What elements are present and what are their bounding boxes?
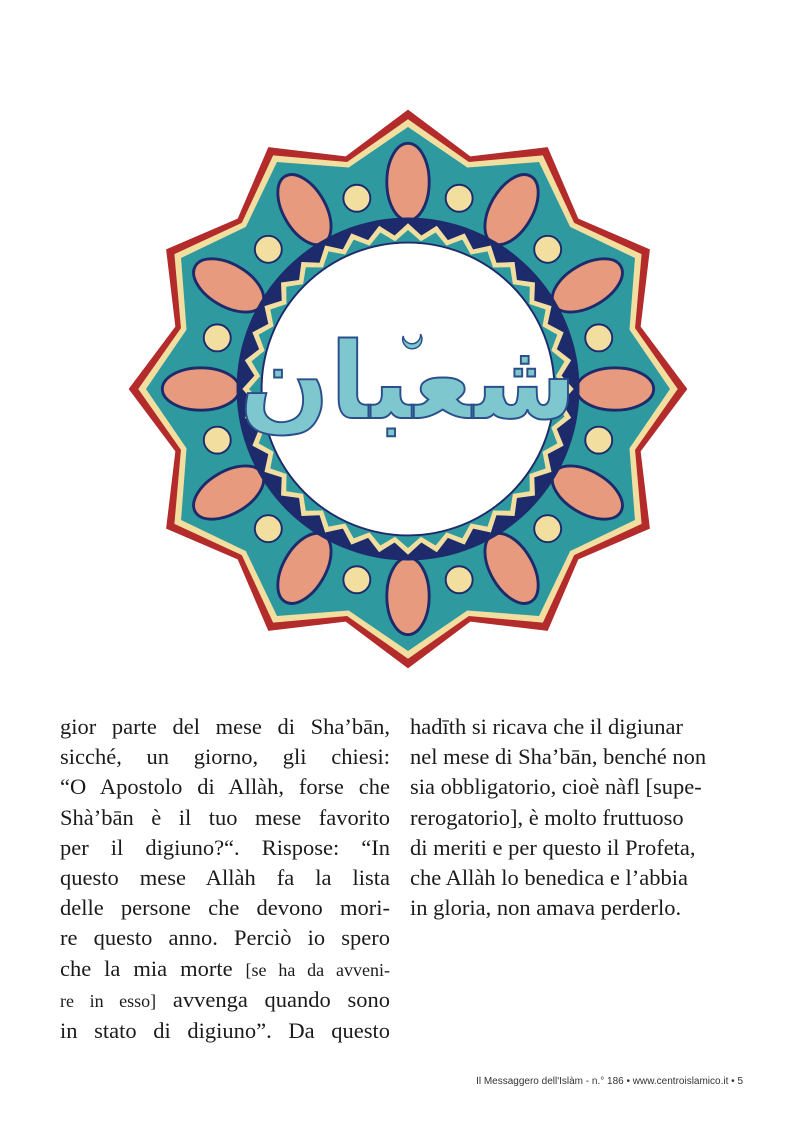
text-line: di meriti e per questo il Profeta, [410,834,696,860]
footer-separator: • [731,1076,738,1087]
petal-motif [387,558,429,635]
text-line: gior parte del mese di Sha’bān, [60,714,390,739]
bracket-note: re in esso] [60,990,157,1011]
footer-separator: • [626,1076,633,1087]
rosette-motif [585,324,612,351]
rosette-motif [446,185,473,212]
rosette-motif [255,515,282,542]
text-line: in stato di digiuno”. Da questo [60,1018,390,1044]
text-line: che Allàh lo benedica e l’abbia [410,865,688,891]
rosette-motif [255,236,282,263]
rosette-motif [534,236,561,263]
text-line [60,985,390,1016]
website-link: www.centroislamico.it [632,1076,729,1087]
text-line: questo mese Allàh fa la lista [60,865,390,891]
petal-motif [577,368,654,410]
text-line: nel mese di Sha’bān, benché non [410,744,707,770]
rosette-motif [534,515,561,542]
rosette-motif [343,185,370,212]
page-footer [475,1076,743,1087]
rosette-motif [446,566,473,593]
text-line: rerogatorio], è molto fruttuoso [410,804,684,830]
rosette-motif [204,427,231,454]
text-line: “O Apostolo di Allàh, forse che [60,774,390,800]
rosette-motif [585,427,612,454]
text-line: re questo anno. Perciò io spero [60,925,390,951]
shaban-calligraphy: شعبان [239,319,577,443]
text-fragment: avvenga quando sono [156,986,390,1012]
text-line: sia obbligatorio, cioè nàfl [supe- [410,774,702,800]
publication-name: Il Messaggero dell'Islàm - n.° 186 [476,1076,624,1087]
text-fragment: che la mia morte [60,955,246,981]
text-line: per il digiuno?“. Rispose: “In [60,834,390,860]
shaban-medallion [119,100,697,678]
text-line [60,954,390,985]
page-number: 5 [737,1076,743,1087]
rosette-motif [204,324,231,351]
text-line: hadīth si ricava che il digiunar [410,714,684,739]
bracket-note: [se ha da avveni- [245,959,390,980]
text-line: in gloria, non amava perderlo. [410,895,682,921]
text-line: sicché, un giorno, gli chiesi: [60,744,390,770]
text-line: delle persone che devono mori- [60,895,390,921]
rosette-motif [343,566,370,593]
petal-motif [387,143,429,220]
article-column-left [60,712,390,1046]
petal-motif [162,368,239,410]
article-column-right [410,712,748,923]
text-line: Shà’bān è il tuo mese favorito [60,804,390,830]
